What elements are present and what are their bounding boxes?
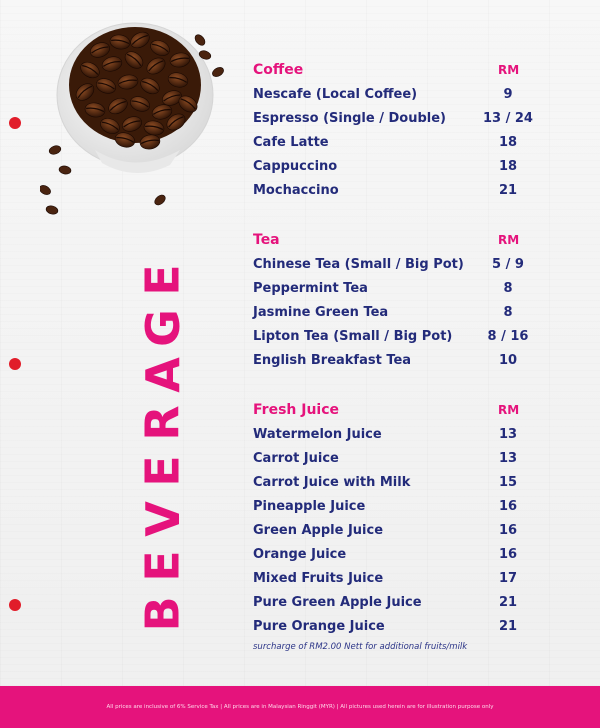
item-price: 16 (498, 522, 518, 538)
menu-item (253, 252, 553, 276)
page-title (135, 262, 190, 632)
item-name: Chinese Tea (Small / Big Pot) (253, 256, 464, 272)
footer-text: All prices are inclusive of 6% Service Tax | All prices are in Malaysian Ringgit (MYR) | All pictures used herein are for illustration purpose only (106, 704, 494, 710)
currency-label: RM (498, 233, 520, 247)
menu-item (253, 542, 553, 566)
item-price: 8 (503, 304, 513, 320)
item-price: 21 (498, 618, 518, 634)
item-price: 21 (498, 594, 518, 610)
coffee-cup-icon (40, 0, 240, 230)
item-name: Lipton Tea (Small / Big Pot) (253, 328, 453, 344)
item-price: 18 (498, 158, 518, 174)
item-name: Pure Green Apple Juice (253, 594, 422, 610)
section-tea (253, 228, 553, 372)
menu-item (253, 590, 553, 614)
surcharge-note: surcharge of RM2.00 Nett for additional fruits/milk (253, 642, 468, 652)
item-price: 18 (498, 134, 518, 150)
item-price: 5 / 9 (492, 256, 524, 272)
item-name: Mixed Fruits Juice (253, 570, 384, 586)
title-letter: A (135, 357, 190, 394)
section-header (253, 228, 553, 252)
section-fresh-juice (253, 398, 553, 652)
item-name: Jasmine Green Tea (253, 304, 389, 320)
title-letter: G (135, 308, 190, 347)
item-price: 16 (498, 546, 518, 562)
item-price: 8 / 16 (487, 328, 529, 344)
item-name: Green Apple Juice (253, 522, 384, 538)
item-name: Pure Orange Juice (253, 618, 385, 634)
menu-item (253, 566, 553, 590)
item-price: 15 (498, 474, 518, 490)
title-letter: E (136, 455, 190, 487)
section-coffee (253, 58, 553, 202)
section-title: Tea (253, 232, 280, 248)
menu-item (253, 300, 553, 324)
menu-item (253, 154, 553, 178)
menu-item (253, 422, 553, 446)
item-name: Watermelon Juice (253, 426, 382, 442)
menu-item (253, 106, 553, 130)
item-price: 16 (498, 498, 518, 514)
item-price: 8 (503, 280, 513, 296)
footer (0, 686, 600, 728)
item-name: Carrot Juice (253, 450, 339, 466)
menu-item (253, 348, 553, 372)
menu-item (253, 446, 553, 470)
item-price: 17 (498, 570, 518, 586)
item-price: 9 (503, 86, 513, 102)
item-price: 13 / 24 (483, 110, 533, 126)
title-letter: R (135, 405, 190, 441)
currency-label: RM (498, 403, 520, 417)
item-name: Peppermint Tea (253, 280, 368, 296)
binder-hole (9, 599, 21, 611)
item-price: 10 (498, 352, 518, 368)
item-name: Espresso (Single / Double) (253, 110, 446, 126)
section-title: Fresh Juice (253, 402, 340, 418)
title-letter: V (135, 500, 190, 537)
menu-item (253, 324, 553, 348)
title-letter: E (136, 264, 190, 296)
menu-item (253, 82, 553, 106)
menu-item (253, 130, 553, 154)
section-title: Coffee (253, 62, 304, 78)
item-name: Cappuccino (253, 158, 338, 174)
item-price: 21 (498, 182, 518, 198)
item-name: English Breakfast Tea (253, 352, 412, 368)
item-name: Cafe Latte (253, 134, 329, 150)
item-name: Nescafe (Local Coffee) (253, 86, 418, 102)
binder-hole (9, 358, 21, 370)
item-name: Orange Juice (253, 546, 347, 562)
title-letter: E (136, 550, 190, 582)
menu-item (253, 276, 553, 300)
section-header (253, 398, 553, 422)
menu-item (253, 494, 553, 518)
item-name: Pineapple Juice (253, 498, 366, 514)
binder-hole (9, 117, 21, 129)
item-name: Carrot Juice with Milk (253, 474, 411, 490)
section-header (253, 58, 553, 82)
menu-item (253, 178, 553, 202)
title-letter: B (136, 596, 190, 632)
item-name: Mochaccino (253, 182, 339, 198)
menu-item (253, 470, 553, 494)
menu-item (253, 518, 553, 542)
item-price: 13 (498, 450, 518, 466)
item-price: 13 (498, 426, 518, 442)
menu-item (253, 614, 553, 638)
coffee-cup-image (40, 0, 240, 230)
currency-label: RM (498, 63, 520, 77)
